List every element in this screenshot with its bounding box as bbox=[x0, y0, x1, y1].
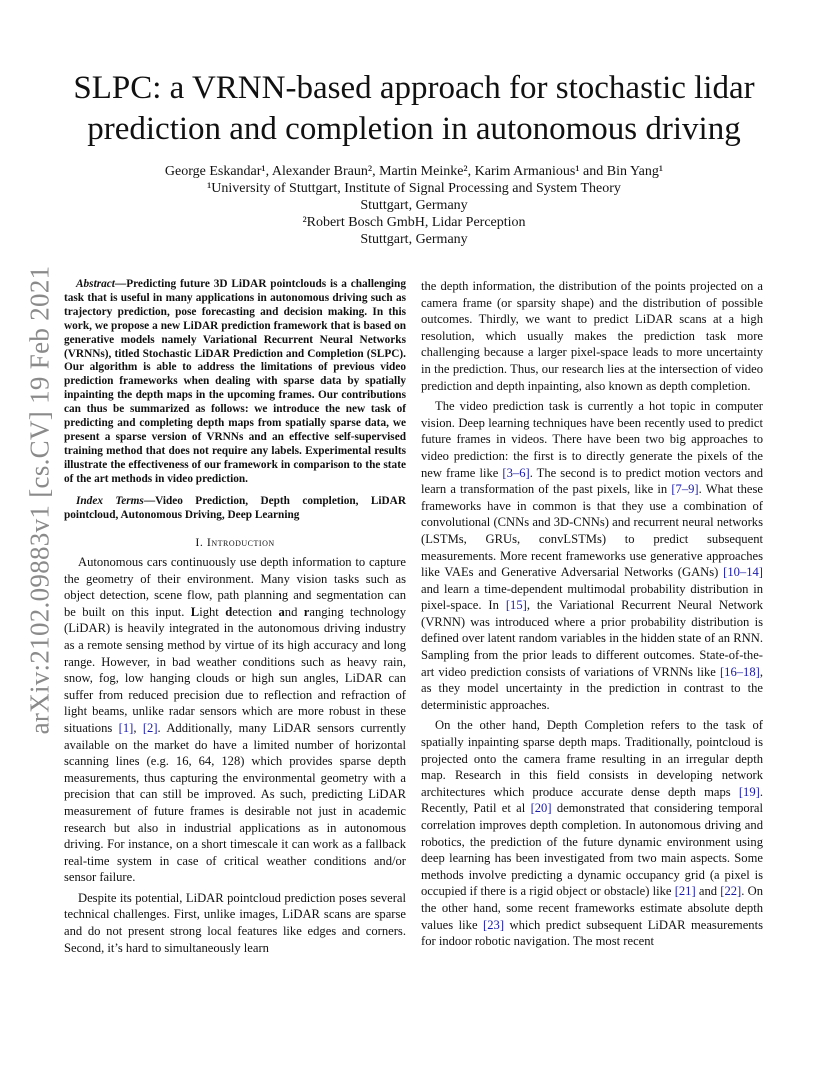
abstract-text: —Predicting future 3D LiDAR pointclouds is a challenging task that is useful in many applications in autonomous driving such as trajectory prediction, pose forecasting and decision making. In this work, we propose a new LiDAR prediction framework that is based on generative models namely Variational Recurrent Neural Networks (VRNNs), titled Stochastic LiDAR Prediction and Completion (SLPC). Our algorithm is able to address the limitations of previous video prediction frameworks when dealing with sparse data by spatially inpainting the depth maps in the upcoming frames. Our contributions can thus be summarized as follows: we introduce the new task of predicting and completing depth maps from spatially sparse data, we present a sparse version of VRNNs and an effective self-supervised training method that does not require any labels. Experimental results illustrate the effectiveness of our framework in comparison to the state of the art methods in video prediction. bbox=[64, 278, 406, 485]
section-heading: I. Introduction bbox=[195, 535, 275, 550]
arxiv-stamp bbox=[20, 265, 60, 735]
author-list: George Eskandar¹, Alexander Braun², Martin Meinke², Karim Armanious¹ and Bin Yang¹ bbox=[164, 164, 664, 179]
text-run: L bbox=[190, 604, 200, 619]
text-run: . Recently, Patil et al bbox=[421, 784, 763, 816]
intro-paragraph-1 bbox=[64, 554, 406, 886]
citation-link[interactable]: [22] bbox=[720, 884, 742, 899]
text-run: anging technology (LiDAR) is heavily integrated in the autonomous driving industry as a remote sensing method by virtue of its high accuracy and long range. However, in bad weather conditions such as heavy rain, snow, fog, low hanging clouds or high sun angles, LiDAR can suffer from reduced precision due to reflection and refraction of light beams, unlike radar sensors which are more robust in these situations bbox=[64, 604, 407, 735]
paper-title bbox=[40, 68, 788, 150]
citation-link[interactable]: [21] bbox=[674, 884, 696, 899]
text-run: , as they model uncertainty in the prediction in contrast to the deterministic approaches. bbox=[421, 664, 763, 712]
text-run: . On the other hand, some recent frameworks estimate absolute depth values like bbox=[421, 884, 763, 932]
right-column bbox=[421, 278, 763, 954]
abstract bbox=[64, 278, 406, 487]
text-run: . Additionally, many LiDAR sensors currently available on the market do have a limited number of horizontal scanning lines (e.g. 16, 64, 128) which provides sparse depth measurements, thus capturing the environmental geometry with a precision that can still be improved. As such, predicting LiDAR measurement of future frames is desirable not just in academic research but also in industrial applications as in autonomous driving. For instance, on a short timescale it can work as a fallback real-time system in case of critical weather conditions and/or sensor failure. bbox=[64, 720, 406, 885]
text-run: . What these frameworks have in common is that they use a combination of convolutional (CNNs and 3D-CNNs) and recurrent neural networks (LSTMs, GRUs, convLSTMs) to predict subsequent measurements. More recent frameworks use generative approaches like VAEs and Generative Adversarial Networks (GANs) bbox=[421, 482, 763, 580]
affiliation-2-city: Stuttgart, Germany bbox=[360, 232, 468, 247]
text-run: , the Variational Recurrent Neural Network (VRNN) was introduced where a prior probability distribution is defined over latent random variables in the hidden state of an RNN. Sampling from the prior leads to different outcomes. State-of-the-art video prediction consists of variations of VRNNs like bbox=[421, 598, 764, 679]
text-run: r bbox=[303, 604, 310, 619]
citation-link[interactable]: [23] bbox=[483, 917, 505, 932]
citation-link[interactable]: [10–14] bbox=[723, 565, 763, 580]
index-terms-text: —Video Prediction, Depth completion, LiDAR pointcloud, Autonomous Driving, Deep Learning bbox=[64, 494, 406, 521]
affiliation-1: ¹University of Stuttgart, Institute of Signal Processing and System Theory bbox=[207, 181, 621, 196]
text-run: nd bbox=[284, 604, 304, 619]
citation-link[interactable]: [19] bbox=[738, 784, 760, 799]
citation-link[interactable]: [15] bbox=[505, 598, 527, 613]
text-run: ight bbox=[199, 604, 226, 619]
arxiv-stamp-text: arXiv:2102.09883v1 [cs.CV] 19 Feb 2021 bbox=[24, 265, 55, 735]
index-terms-label: Index Terms bbox=[76, 494, 144, 507]
title-line-2: prediction and completion in autonomous driving bbox=[87, 111, 741, 147]
affiliation-1-city: Stuttgart, Germany bbox=[360, 198, 468, 213]
right-paragraph-1: the depth information, the distribution of the points projected on a camera frame (or sparsity shape) and the distribution of possible outcomes. Thirdly, we want to predict LiDAR scans at a high resolution, which usually makes the prediction task more challenging because a larger pixel-space leads to more uncertainty in the prediction. Thus, our research lies at the intersection of video prediction and depth inpainting, also known as depth completion. bbox=[421, 279, 763, 393]
text-run: The video prediction task is currently a hot topic in computer vision. Deep learning techniques have been recently used to predict future frames in videos. There have been two big approaches to video prediction: the first is to directly generate the pixels of the new frame like bbox=[421, 399, 763, 480]
affiliation-2: ²Robert Bosch GmbH, Lidar Perception bbox=[302, 215, 526, 230]
citation-link[interactable]: [7–9] bbox=[671, 482, 699, 497]
text-run: d bbox=[225, 604, 233, 619]
left-column bbox=[64, 278, 406, 960]
text-run: and bbox=[695, 884, 721, 899]
right-paragraph-2 bbox=[421, 398, 763, 713]
text-run: a bbox=[278, 604, 285, 619]
text-run: which predict subsequent LiDAR measurements for indoor robotic navigation. The most recent bbox=[421, 917, 763, 949]
citation-link[interactable]: [16–18] bbox=[719, 664, 760, 679]
text-run: etection bbox=[232, 604, 279, 619]
title-line-1: SLPC: a VRNN-based approach for stochastic lidar bbox=[73, 70, 755, 106]
text-run: , bbox=[133, 720, 143, 735]
text-run: and learn a time-dependent multimodal probability distribution in pixel-space. In bbox=[421, 581, 763, 613]
text-run: . The second is to predict motion vectors and learn a transformation of the past pixels, like in bbox=[421, 465, 763, 497]
citation-link[interactable]: [3–6] bbox=[502, 465, 530, 480]
index-terms bbox=[64, 495, 406, 523]
text-run: On the other hand, Depth Completion refers to the task of spatially inpainting sparse depth maps. Traditionally, pointcloud is projected onto the camera frame resulting in an irregular depth map. Research in this field consists in developing network architectures which produce accurate dense depth maps bbox=[421, 718, 763, 799]
text-run: demonstrated that considering temporal correlation improves depth completion. In autonomous driving and robotics, the prediction of the future dynamic environment using deep learning has been investigated from two main aspects. Some methods involve predicting a dynamic occupancy grid (a pixel is occupied if there is a rigid object or obstacle) like bbox=[421, 801, 763, 899]
citation-link[interactable]: [2] bbox=[142, 720, 158, 735]
abstract-label: Abstract bbox=[76, 278, 115, 290]
right-paragraph-3 bbox=[421, 717, 763, 949]
citation-link[interactable]: [20] bbox=[530, 801, 552, 816]
citation-link[interactable]: [1] bbox=[118, 720, 134, 735]
text-run: Autonomous cars continuously use depth information to capture the geometry of their environment. Many vision tasks such as object detection, scene flow, path planning and segmentation can be built on this input. bbox=[64, 555, 406, 619]
author-block bbox=[90, 163, 738, 248]
intro-paragraph-2: Despite its potential, LiDAR pointcloud prediction poses several technical challenges. First, unlike images, LiDAR scans are sparse and do not present strong local features like edges and corners. Second, it’s hard to simultaneously learn bbox=[64, 890, 406, 955]
